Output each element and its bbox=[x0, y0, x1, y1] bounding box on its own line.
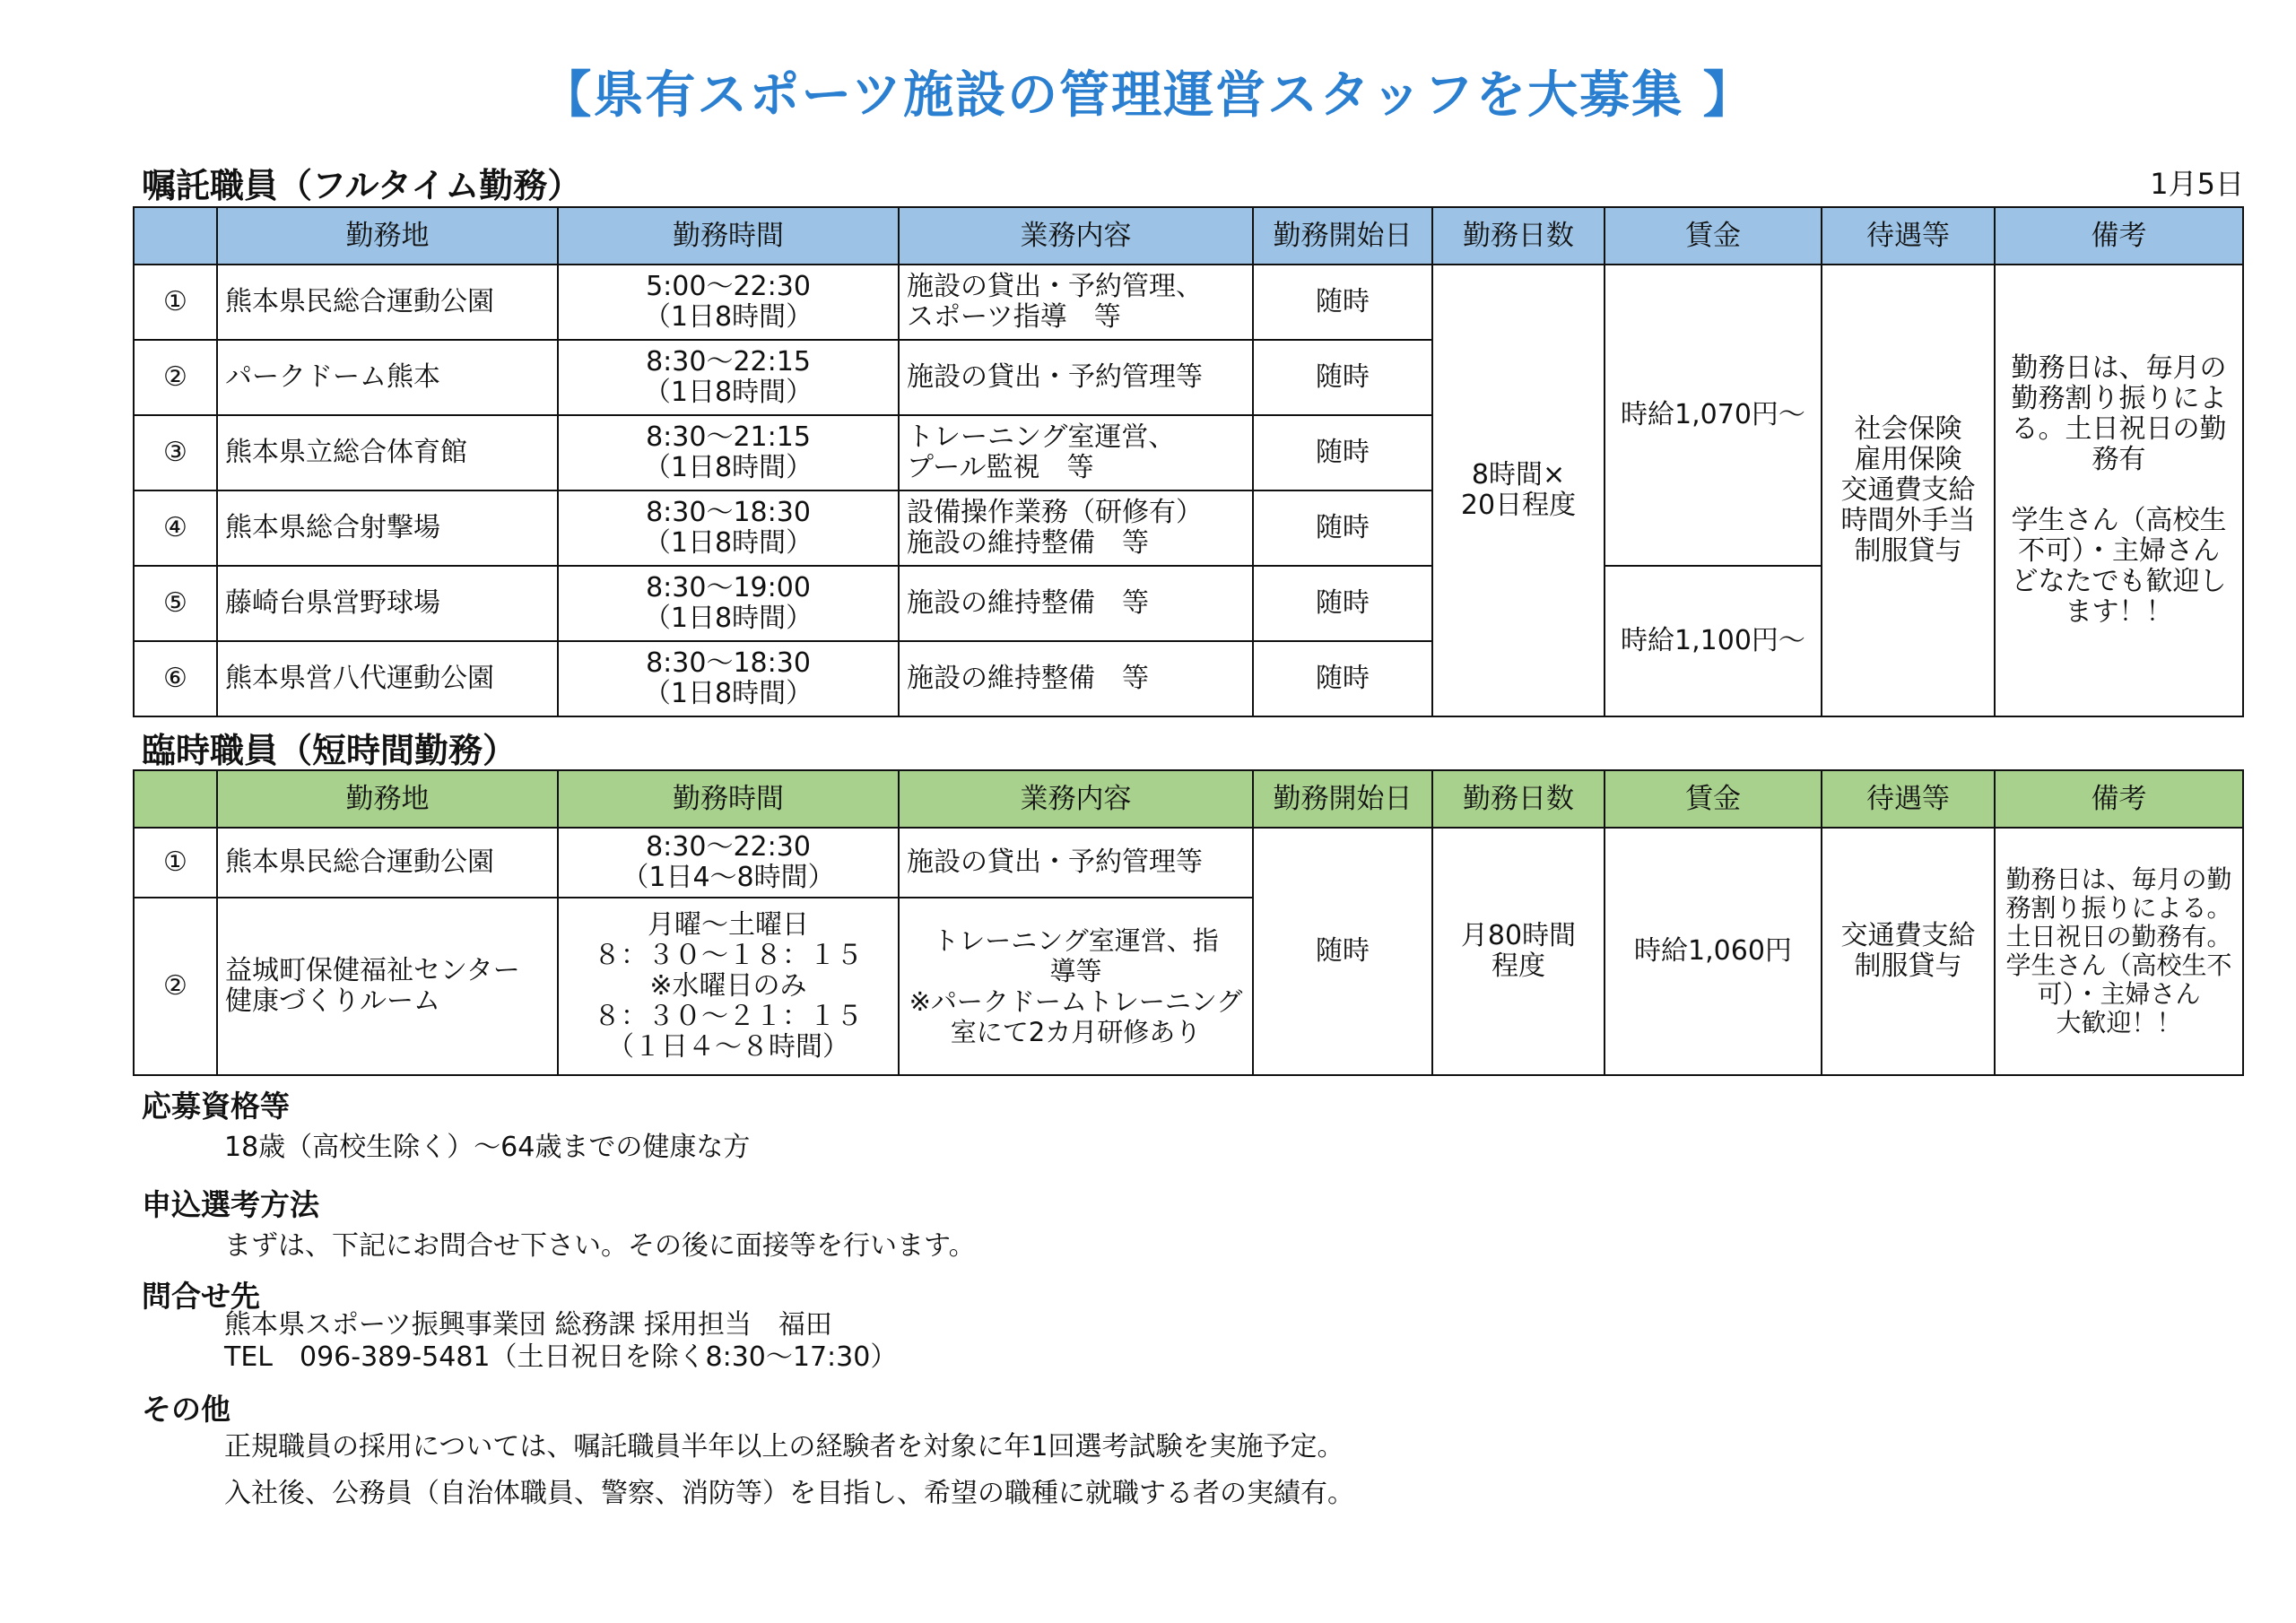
row-number: ② bbox=[134, 898, 217, 1075]
hours-cell bbox=[558, 641, 899, 716]
note-line: ます！！ bbox=[2065, 596, 2173, 628]
hours-sub: （1日8時間） bbox=[643, 678, 813, 709]
note-line: 学生さん（高校生不 bbox=[2005, 950, 2232, 980]
hours-sub: （1日8時間） bbox=[643, 377, 813, 408]
header-cell: 待遇等 bbox=[1822, 207, 1995, 265]
table-header-row bbox=[134, 770, 2243, 828]
hours-text: 5:00～22:30 bbox=[646, 271, 811, 302]
workdays-line: 月80時間 bbox=[1460, 920, 1577, 951]
hours-sub: （1日4～8時間） bbox=[622, 862, 835, 893]
start-cell: 随時 bbox=[1253, 566, 1432, 641]
fulltime-section-title: 嘱託職員（フルタイム勤務） bbox=[142, 166, 582, 205]
header-cell bbox=[134, 207, 217, 265]
duties-line: トレーニング室運営、指 bbox=[933, 925, 1219, 956]
header-cell: 勤務開始日 bbox=[1253, 207, 1432, 265]
note-line: 土日祝日の勤務有。 bbox=[2005, 922, 2232, 951]
apply-method-text: まずは、下記にお問合せ下さい。その後に面接等を行います。 bbox=[224, 1230, 976, 1262]
benefit-line: 制服貸与 bbox=[1854, 950, 1962, 982]
duties-line: 設備操作業務（研修有） bbox=[907, 497, 1203, 528]
workplace-cell: 熊本県営八代運動公園 bbox=[217, 641, 558, 716]
duties-cell bbox=[899, 490, 1253, 566]
start-cell: 随時 bbox=[1253, 415, 1432, 490]
start-cell: 随時 bbox=[1253, 265, 1432, 340]
duties-line: 室にて2カ月研修あり bbox=[950, 1017, 1202, 1047]
duties-line: 導等 bbox=[1049, 956, 1102, 986]
workplace-cell: 熊本県立総合体育館 bbox=[217, 415, 558, 490]
page-title: 【県有スポーツ施設の管理運営スタッフを大募集 】 bbox=[541, 66, 1755, 125]
duties-line: プール監視 等 bbox=[907, 452, 1094, 483]
note-line: 可）・主婦さん bbox=[2037, 979, 2201, 1009]
header-cell: 賃金 bbox=[1605, 770, 1822, 828]
date-label: 1月5日 bbox=[2150, 167, 2244, 201]
hours-cell bbox=[558, 415, 899, 490]
hours-text: 8:30～21:15 bbox=[646, 421, 811, 453]
contact-phone: TEL 096-389-5481（土日祝日を除く8:30～17:30） bbox=[224, 1341, 898, 1373]
hours-text: 8:30～22:30 bbox=[646, 831, 811, 863]
contact-line: 熊本県スポーツ振興事業団 総務課 採用担当 福田 bbox=[224, 1309, 832, 1341]
workplace-cell: 熊本県民総合運動公園 bbox=[217, 265, 558, 340]
row-number: ① bbox=[134, 265, 217, 340]
duties-cell: 施設の維持整備 等 bbox=[899, 641, 1253, 716]
row-number: ① bbox=[134, 828, 217, 898]
notes-cell bbox=[1995, 828, 2243, 1075]
benefit-line: 交通費支給 bbox=[1840, 920, 1976, 951]
header-cell: 勤務日数 bbox=[1432, 207, 1605, 265]
workplace-cell: 熊本県総合射撃場 bbox=[217, 490, 558, 566]
header-cell: 勤務開始日 bbox=[1253, 770, 1432, 828]
qualification-heading: 応募資格等 bbox=[142, 1089, 290, 1124]
table-row bbox=[134, 828, 2243, 898]
hours-line: 月曜～土曜日 bbox=[648, 909, 809, 941]
note-line: 務有 bbox=[2092, 444, 2146, 475]
note-spacer bbox=[2001, 475, 2237, 506]
benefits-cell bbox=[1822, 265, 1995, 716]
table-row bbox=[134, 265, 2243, 340]
workplace-cell: パークドーム熊本 bbox=[217, 340, 558, 415]
hours-text: 8:30～22:15 bbox=[646, 346, 811, 378]
hours-cell bbox=[558, 898, 899, 1075]
note-line: 務割り振りによる。 bbox=[2005, 893, 2232, 923]
hours-cell bbox=[558, 340, 899, 415]
hours-cell bbox=[558, 490, 899, 566]
contact-heading: 問合せ先 bbox=[142, 1279, 260, 1314]
workplace-cell bbox=[217, 898, 558, 1075]
duties-line: 施設の維持整備 等 bbox=[907, 527, 1149, 559]
note-line: 勤務割り振りによ bbox=[2011, 383, 2227, 414]
header-cell: 待遇等 bbox=[1822, 770, 1995, 828]
benefit-line: 社会保険 bbox=[1854, 413, 1962, 445]
note-line: 勤務日は、毎月の勤 bbox=[2005, 864, 2232, 894]
header-cell: 勤務時間 bbox=[558, 770, 899, 828]
duties-cell: 施設の貸出・予約管理等 bbox=[899, 828, 1253, 898]
duties-cell bbox=[899, 898, 1253, 1075]
hours-sub: （1日8時間） bbox=[643, 603, 813, 634]
hours-line: （１日４～８時間） bbox=[607, 1031, 849, 1063]
duties-line: トレーニング室運営、 bbox=[907, 421, 1176, 453]
start-cell: 随時 bbox=[1253, 490, 1432, 566]
hours-text: 8:30～18:30 bbox=[646, 497, 811, 528]
note-line: どなたでも歓迎し bbox=[2011, 566, 2227, 597]
start-cell: 随時 bbox=[1253, 340, 1432, 415]
workdays-line: 20日程度 bbox=[1460, 490, 1577, 521]
workplace-line: 益城町保健福祉センター bbox=[225, 955, 520, 986]
row-number: ② bbox=[134, 340, 217, 415]
hours-line: ８：３０～１８：１５ bbox=[594, 940, 863, 971]
start-cell: 随時 bbox=[1253, 641, 1432, 716]
hours-sub: （1日8時間） bbox=[643, 527, 813, 559]
hours-sub: （1日8時間） bbox=[643, 301, 813, 333]
duties-line: ※パークドームトレーニング bbox=[909, 986, 1243, 1017]
fulltime-table bbox=[133, 206, 2244, 717]
workdays-cell bbox=[1432, 828, 1605, 1075]
parttime-table bbox=[133, 769, 2244, 1076]
note-line: 学生さん（高校生 bbox=[2011, 505, 2227, 536]
other-heading: その他 bbox=[142, 1392, 230, 1427]
header-cell: 備考 bbox=[1995, 770, 2243, 828]
header-cell: 賃金 bbox=[1605, 207, 1822, 265]
table-header-row bbox=[134, 207, 2243, 265]
duties-cell: 施設の維持整備 等 bbox=[899, 566, 1253, 641]
row-number: ③ bbox=[134, 415, 217, 490]
hours-line: ８：３０～２１：１５ bbox=[594, 1001, 863, 1032]
benefit-line: 雇用保険 bbox=[1854, 444, 1962, 475]
header-cell: 勤務日数 bbox=[1432, 770, 1605, 828]
duties-line: 施設の貸出・予約管理、 bbox=[907, 271, 1203, 302]
note-line: 勤務日は、毎月の bbox=[2011, 352, 2227, 384]
duties-cell bbox=[899, 415, 1253, 490]
duties-cell: 施設の貸出・予約管理等 bbox=[899, 340, 1253, 415]
hours-cell bbox=[558, 828, 899, 898]
row-number: ⑤ bbox=[134, 566, 217, 641]
benefit-line: 制服貸与 bbox=[1854, 535, 1962, 567]
workplace-line: 健康づくりルーム bbox=[225, 985, 440, 1017]
hours-cell bbox=[558, 265, 899, 340]
note-line: る。土日祝日の勤 bbox=[2011, 413, 2227, 445]
workplace-cell: 熊本県民総合運動公園 bbox=[217, 828, 558, 898]
benefit-line: 交通費支給 bbox=[1840, 474, 1976, 506]
header-cell: 備考 bbox=[1995, 207, 2243, 265]
workplace-cell: 藤崎台県営野球場 bbox=[217, 566, 558, 641]
notes-cell bbox=[1995, 265, 2243, 716]
parttime-section-title: 臨時職員（短時間勤務） bbox=[142, 731, 517, 770]
wage-cell: 時給1,060円 bbox=[1605, 828, 1822, 1075]
other-line: 入社後、公務員（自治体職員、警察、消防等）を目指し、希望の職種に就職する者の実績有。 bbox=[224, 1478, 1354, 1509]
workdays-line: 程度 bbox=[1492, 950, 1545, 982]
apply-method-heading: 申込選考方法 bbox=[142, 1187, 319, 1222]
start-cell: 随時 bbox=[1253, 828, 1432, 1075]
hours-text: 8:30～18:30 bbox=[646, 647, 811, 679]
other-line: 正規職員の採用については、嘱託職員半年以上の経験者を対象に年1回選考試験を実施予定。 bbox=[224, 1431, 1344, 1462]
header-cell: 勤務時間 bbox=[558, 207, 899, 265]
hours-line: ※水曜日のみ bbox=[649, 970, 807, 1002]
workdays-line: 8時間× bbox=[1471, 459, 1566, 490]
header-cell: 勤務地 bbox=[217, 207, 558, 265]
header-cell bbox=[134, 770, 217, 828]
benefits-cell bbox=[1822, 828, 1995, 1075]
note-line: 不可）・主婦さん bbox=[2018, 535, 2220, 567]
header-cell: 業務内容 bbox=[899, 770, 1253, 828]
workdays-cell bbox=[1432, 265, 1605, 716]
header-cell: 勤務地 bbox=[217, 770, 558, 828]
benefit-line: 時間外手当 bbox=[1840, 505, 1976, 536]
wage-cell: 時給1,070円～ bbox=[1605, 265, 1822, 566]
hours-cell bbox=[558, 566, 899, 641]
hours-sub: （1日8時間） bbox=[643, 452, 813, 483]
duties-cell bbox=[899, 265, 1253, 340]
row-number: ⑥ bbox=[134, 641, 217, 716]
note-line: 大歓迎！！ bbox=[2056, 1008, 2182, 1037]
header-cell: 業務内容 bbox=[899, 207, 1253, 265]
row-number: ④ bbox=[134, 490, 217, 566]
wage-cell: 時給1,100円～ bbox=[1605, 566, 1822, 716]
duties-line: スポーツ指導 等 bbox=[907, 301, 1121, 333]
qualification-text: 18歳（高校生除く）～64歳までの健康な方 bbox=[224, 1132, 751, 1163]
hours-text: 8:30～19:00 bbox=[646, 572, 811, 603]
